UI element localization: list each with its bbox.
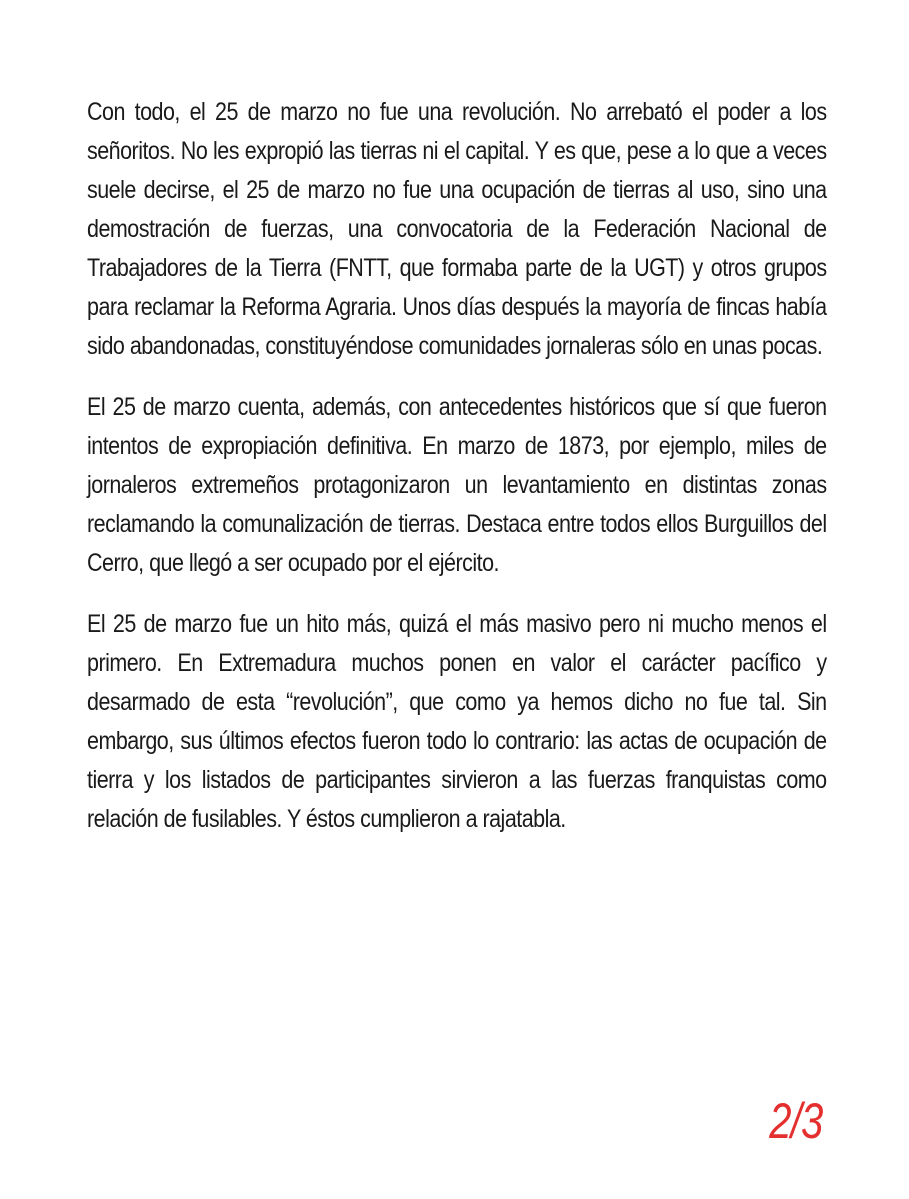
page-number: 2/3 (769, 1093, 823, 1149)
paragraph-3: El 25 de marzo fue un hito más, quizá el más masivo pero ni mucho menos el primero. En Extremadura muchos ponen en valor el carácter pacífico y desarmado de esta “revolución”, que como ya hemos dicho no fue tal. Sin embargo, sus últimos efectos fueron todo lo contrario: las actas de ocupación de tierra y los listados de participantes sirvieron a las fuerzas franquistas como relación de fusilables. Y éstos cumplieron a rajatabla. (87, 610, 827, 833)
article-body (87, 93, 826, 861)
paragraph-1: Con todo, el 25 de marzo no fue una revolución. No arrebató el poder a los señoritos. No les expropió las tierras ni el capital. Y es que, pese a lo que a veces suele decirse, el 25 de marzo no fue una ocupación de tierras al uso, sino una demostración de fuerzas, una convocatoria de la Federación Nacional de Trabajadores de la Tierra (FNTT, que formaba parte de la UGT) y otros grupos para reclamar la Reforma Agraria. Unos días después la mayoría de fincas había sido abandonadas, constituyéndose comunidades jornaleras sólo en unas pocas. (87, 98, 827, 360)
paragraph-2: El 25 de marzo cuenta, además, con antecedentes históricos que sí que fueron intentos de expropiación definitiva. En marzo de 1873, por ejemplo, miles de jornaleros extremeños protagonizaron un levantamiento en distintas zonas reclamando la comunalización de tierras. Destaca entre todos ellos Burguillos del Cerro, que llegó a ser ocupado por el ejército. (87, 393, 827, 577)
